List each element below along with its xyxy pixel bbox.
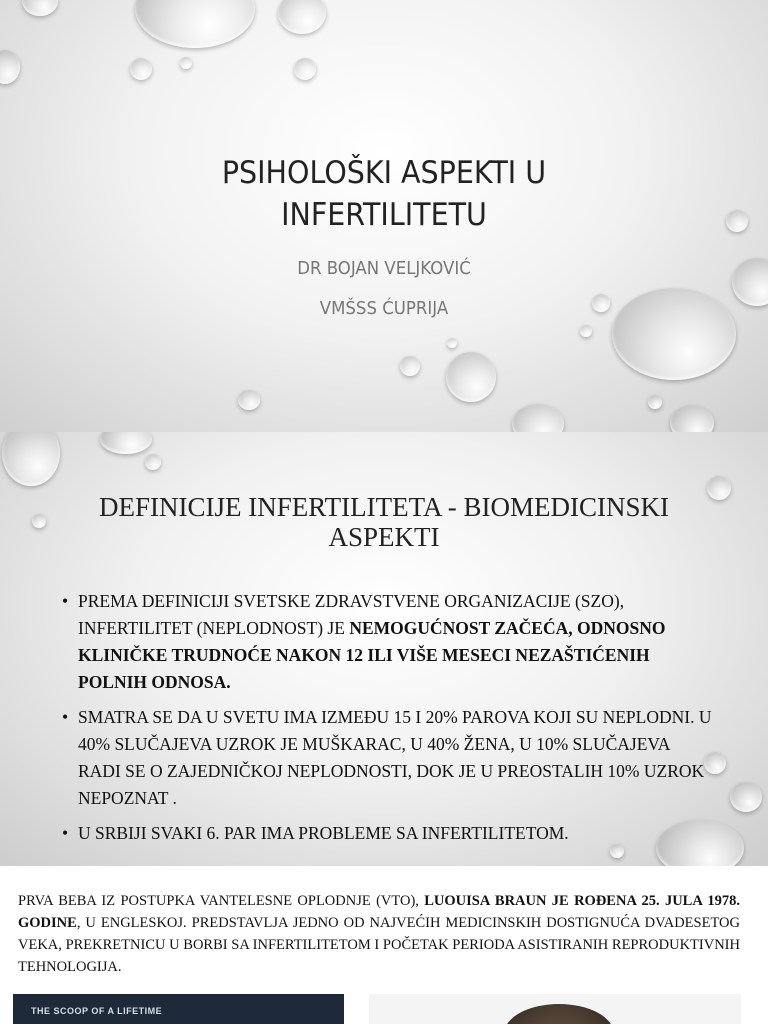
- water-drop-decoration: [100, 432, 152, 454]
- water-drop-decoration: [2, 432, 60, 486]
- water-drop-decoration: [135, 0, 255, 48]
- presentation-title: PSIHOLOŠKI ASPEKTI U INFERTILITETU: [221, 155, 547, 233]
- water-drop-decoration: [0, 50, 20, 84]
- definition-bullet-list: [62, 588, 712, 855]
- water-drop-decoration: [400, 356, 420, 376]
- water-drop-decoration: [512, 404, 564, 432]
- water-drop-decoration: [278, 0, 326, 34]
- water-drop-decoration: [294, 58, 316, 80]
- water-drop-decoration: [648, 395, 662, 409]
- bullet-item: • PREMA DEFINICIJI SVETSKE ZDRAVSTVENE ORGANIZACIJE (SZO), INFERTILITET (NEPLODNOST) JE NEMOGUĆNOST ZAČEĆA, ODNOSNO KLINIČKE TRUDNOĆE NAKON 12 ILI VIŠE MESECI NEZAŠTIĆENIH POLNIH ODNOSA.: [62, 588, 712, 696]
- water-drop-decoration: [22, 0, 58, 16]
- bullet-item: • SMATRA SE DA U SVETU IMA IZMEĐU 15 I 20% PAROVA KOJI SU NEPLODNI. U 40% SLUČAJEVA UZROK JE MUŠKARAC, U 40% ŽENA, U 10% SLUČAJEVA RADI SE O ZAJEDNIČKOJ NEPLODNOSTI, DOK JE U PREOSTALIH 10% UZROK NEPOZNAT .: [62, 704, 712, 812]
- water-drop-decoration: [580, 325, 592, 337]
- institution-name: VMŠSS ĆUPRIJA: [319, 298, 449, 319]
- slide-definitions: [0, 432, 768, 866]
- portrait-photo: [369, 994, 741, 1024]
- slide-first-ivf-baby: [0, 866, 768, 1024]
- water-drop-decoration: [732, 258, 768, 306]
- newspaper-caption: THE SCOOP OF A LIFETIME: [31, 1006, 163, 1016]
- water-drop-decoration: [130, 58, 152, 80]
- author-name: DR BOJAN VELJKOVIĆ: [297, 258, 471, 279]
- water-drop-decoration: [145, 454, 161, 470]
- history-paragraph: PRVA BEBA IZ POSTUPKA VANTELESNE OPLODNJE (VTO), LUOUISA BRAUN JE ROĐENA 25. JULA 1978. GODINE, U ENGLESKOJ. PREDSTAVLJA JEDNO OD NAJVEĆIH MEDICINSKIH DOSTIGNUĆA DVADESETOG VEKA, PREKRETNICU U BORBI SA INFERTILITETOM I POČETAK PERIODA ASISTIRANIH REPRODUKTIVNIH TEHNOLOGIJA.: [18, 893, 740, 975]
- water-drop-decoration: [670, 405, 714, 432]
- water-drop-decoration: [447, 338, 457, 348]
- bullet-item: • U SRBIJI SVAKI 6. PAR IMA PROBLEME SA INFERTILITETOM.: [62, 820, 712, 847]
- water-drop-decoration: [446, 352, 496, 402]
- slide-title: [0, 0, 768, 432]
- newspaper-photo: [13, 994, 344, 1024]
- slide-heading: DEFINICIJE INFERTILITETA - BIOMEDICINSKI ASPEKTI: [99, 492, 669, 552]
- water-drop-decoration: [180, 57, 192, 69]
- water-drop-decoration: [730, 782, 762, 812]
- water-drop-decoration: [238, 390, 260, 410]
- portrait-hair-image: [504, 1004, 614, 1024]
